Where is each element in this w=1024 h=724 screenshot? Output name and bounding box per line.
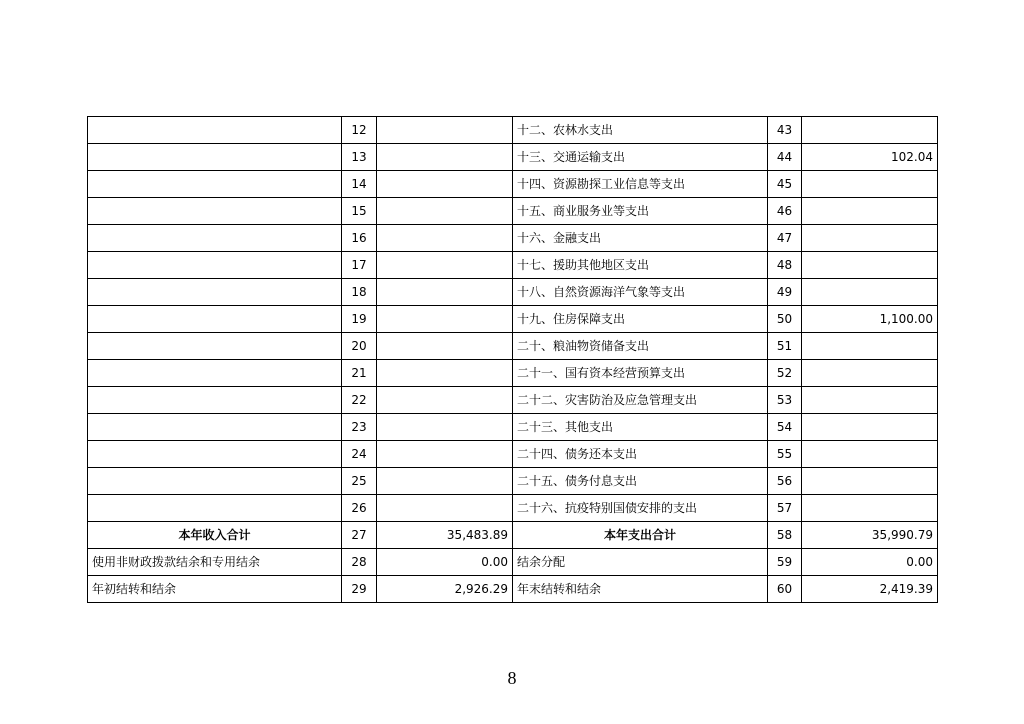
right-amount: 0.00 — [802, 549, 938, 576]
table-row — [88, 171, 938, 198]
right-item-label: 二十三、其他支出 — [513, 414, 768, 441]
left-amount — [377, 468, 513, 495]
table-row — [88, 279, 938, 306]
table-row — [88, 117, 938, 144]
right-item-label: 二十、粮油物资储备支出 — [513, 333, 768, 360]
right-item-label: 十六、金融支出 — [513, 225, 768, 252]
left-row-number: 25 — [342, 468, 377, 495]
table-row — [88, 252, 938, 279]
budget-table-section — [87, 116, 938, 603]
right-row-number: 55 — [768, 441, 802, 468]
table-row — [88, 495, 938, 522]
table-row — [88, 549, 938, 576]
left-item-label: 年初结转和结余 — [88, 576, 342, 603]
left-row-number: 29 — [342, 576, 377, 603]
left-item-label — [88, 414, 342, 441]
left-row-number: 24 — [342, 441, 377, 468]
left-amount: 35,483.89 — [377, 522, 513, 549]
right-row-number: 44 — [768, 144, 802, 171]
left-row-number: 17 — [342, 252, 377, 279]
left-row-number: 27 — [342, 522, 377, 549]
right-item-label: 十四、资源勘探工业信息等支出 — [513, 171, 768, 198]
right-item-label: 二十五、债务付息支出 — [513, 468, 768, 495]
right-amount — [802, 171, 938, 198]
right-row-number: 53 — [768, 387, 802, 414]
left-amount — [377, 306, 513, 333]
table-row — [88, 468, 938, 495]
right-amount — [802, 387, 938, 414]
left-row-number: 12 — [342, 117, 377, 144]
right-item-label: 二十四、债务还本支出 — [513, 441, 768, 468]
left-amount — [377, 225, 513, 252]
right-row-number: 49 — [768, 279, 802, 306]
table-row — [88, 225, 938, 252]
left-row-number: 23 — [342, 414, 377, 441]
left-amount — [377, 144, 513, 171]
right-item-label: 十三、交通运输支出 — [513, 144, 768, 171]
left-row-number: 26 — [342, 495, 377, 522]
table-row — [88, 144, 938, 171]
left-item-label: 使用非财政拨款结余和专用结余 — [88, 549, 342, 576]
left-amount — [377, 414, 513, 441]
right-row-number: 58 — [768, 522, 802, 549]
page-number: 8 — [507, 668, 517, 688]
left-item-label — [88, 144, 342, 171]
right-item-label: 二十一、国有资本经营预算支出 — [513, 360, 768, 387]
right-amount: 35,990.79 — [802, 522, 938, 549]
table-row — [88, 306, 938, 333]
left-row-number: 14 — [342, 171, 377, 198]
right-item-label: 二十六、抗疫特别国债安排的支出 — [513, 495, 768, 522]
right-item-label: 十八、自然资源海洋气象等支出 — [513, 279, 768, 306]
left-row-number: 18 — [342, 279, 377, 306]
left-amount — [377, 252, 513, 279]
table-row — [88, 387, 938, 414]
right-amount: 102.04 — [802, 144, 938, 171]
right-item-label: 本年支出合计 — [513, 522, 768, 549]
left-item-label — [88, 225, 342, 252]
left-item-label — [88, 360, 342, 387]
right-row-number: 56 — [768, 468, 802, 495]
left-amount — [377, 198, 513, 225]
table-row — [88, 333, 938, 360]
left-row-number: 16 — [342, 225, 377, 252]
right-amount: 1,100.00 — [802, 306, 938, 333]
right-row-number: 45 — [768, 171, 802, 198]
table-row — [88, 414, 938, 441]
left-item-label — [88, 117, 342, 144]
table-body — [88, 117, 938, 603]
right-row-number: 51 — [768, 333, 802, 360]
right-row-number: 46 — [768, 198, 802, 225]
right-item-label: 二十二、灾害防治及应急管理支出 — [513, 387, 768, 414]
right-row-number: 52 — [768, 360, 802, 387]
left-amount — [377, 495, 513, 522]
left-item-label — [88, 279, 342, 306]
left-amount — [377, 333, 513, 360]
left-item-label — [88, 387, 342, 414]
totals-row — [88, 522, 938, 549]
table-row — [88, 576, 938, 603]
right-item-label: 结余分配 — [513, 549, 768, 576]
left-amount — [377, 387, 513, 414]
right-amount — [802, 279, 938, 306]
left-item-label — [88, 495, 342, 522]
left-item-label — [88, 198, 342, 225]
left-row-number: 13 — [342, 144, 377, 171]
right-row-number: 59 — [768, 549, 802, 576]
left-row-number: 19 — [342, 306, 377, 333]
table-row — [88, 198, 938, 225]
income-expenditure-table — [87, 116, 938, 603]
left-item-label — [88, 306, 342, 333]
right-amount — [802, 360, 938, 387]
right-item-label: 十二、农林水支出 — [513, 117, 768, 144]
left-amount — [377, 171, 513, 198]
right-amount — [802, 414, 938, 441]
right-item-label: 十七、援助其他地区支出 — [513, 252, 768, 279]
left-item-label — [88, 252, 342, 279]
right-amount — [802, 252, 938, 279]
table-row — [88, 441, 938, 468]
right-row-number: 50 — [768, 306, 802, 333]
right-row-number: 48 — [768, 252, 802, 279]
left-amount — [377, 441, 513, 468]
left-amount — [377, 279, 513, 306]
left-row-number: 20 — [342, 333, 377, 360]
left-item-label — [88, 333, 342, 360]
left-item-label — [88, 468, 342, 495]
right-row-number: 47 — [768, 225, 802, 252]
right-amount — [802, 468, 938, 495]
right-amount — [802, 198, 938, 225]
right-item-label: 年末结转和结余 — [513, 576, 768, 603]
left-item-label — [88, 171, 342, 198]
right-row-number: 43 — [768, 117, 802, 144]
left-item-label — [88, 441, 342, 468]
right-amount — [802, 495, 938, 522]
right-item-label: 十九、住房保障支出 — [513, 306, 768, 333]
left-amount: 2,926.29 — [377, 576, 513, 603]
left-row-number: 21 — [342, 360, 377, 387]
left-row-number: 28 — [342, 549, 377, 576]
right-row-number: 60 — [768, 576, 802, 603]
left-amount: 0.00 — [377, 549, 513, 576]
right-row-number: 57 — [768, 495, 802, 522]
right-amount — [802, 225, 938, 252]
left-row-number: 15 — [342, 198, 377, 225]
left-item-label: 本年收入合计 — [88, 522, 342, 549]
right-amount: 2,419.39 — [802, 576, 938, 603]
right-amount — [802, 441, 938, 468]
table-row — [88, 360, 938, 387]
right-amount — [802, 333, 938, 360]
right-item-label: 十五、商业服务业等支出 — [513, 198, 768, 225]
right-row-number: 54 — [768, 414, 802, 441]
left-row-number: 22 — [342, 387, 377, 414]
left-amount — [377, 117, 513, 144]
right-amount — [802, 117, 938, 144]
left-amount — [377, 360, 513, 387]
